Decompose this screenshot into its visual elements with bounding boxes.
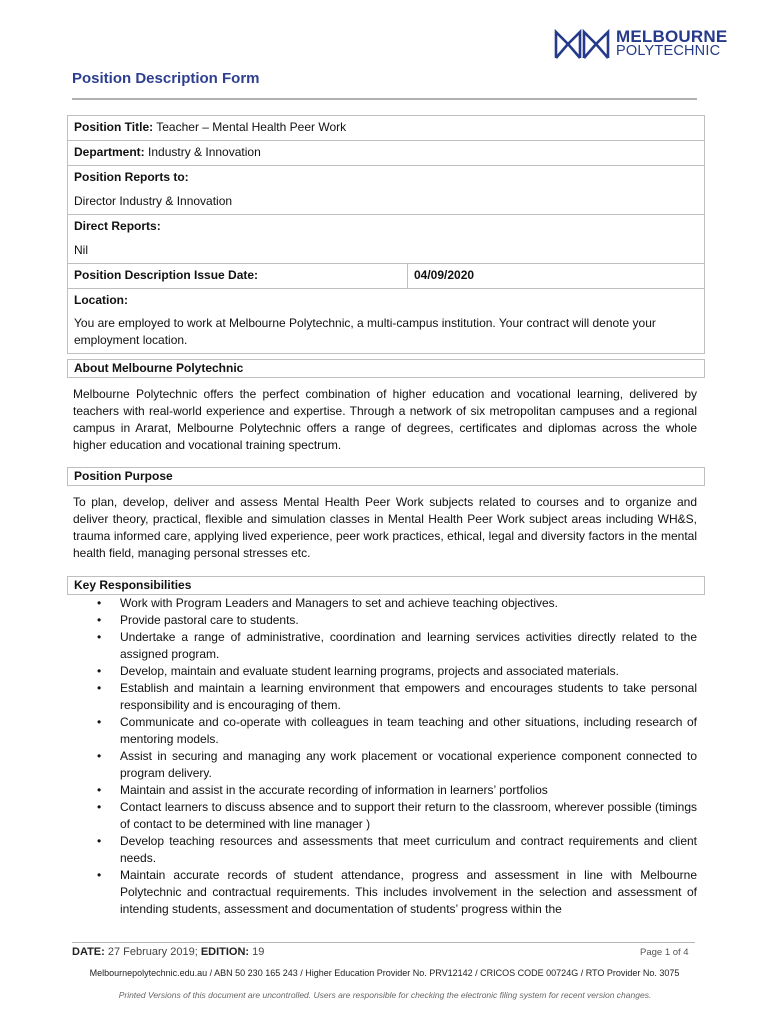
location-label: Location: — [74, 293, 128, 307]
bullet: • — [97, 749, 102, 763]
purpose-heading: Position Purpose — [67, 467, 705, 486]
list-item-text: Develop, maintain and evaluate student learning programs, projects and associated materials. — [120, 664, 619, 678]
list-item-text: Communicate and co-operate with colleagues in team teaching and other situations, including research of mentoring models. — [120, 715, 697, 746]
issue-date-label: Position Description Issue Date: — [74, 268, 259, 282]
bullet: • — [97, 681, 102, 695]
footer-divider — [72, 942, 695, 943]
list-item-text: Assist in securing and managing any work placement or vocational experience component connected to program delivery. — [120, 749, 697, 780]
row-direct-reports — [68, 215, 705, 264]
list-item — [73, 867, 697, 918]
bullet: • — [97, 613, 102, 627]
position-info-table — [67, 115, 705, 354]
list-item-text: Contact learners to discuss absence and to support their return to the classroom, wherever possible (timings of contact to be determined with line manager ) — [120, 800, 697, 831]
position-title-value: Teacher – Mental Health Peer Work — [153, 120, 347, 134]
cell-location — [68, 289, 705, 354]
list-item — [73, 833, 697, 867]
responsibilities-heading: Key Responsibilities — [67, 576, 705, 595]
bullet: • — [97, 664, 102, 678]
logo-wordmark — [616, 29, 727, 59]
list-item-text: Undertake a range of administrative, coordination and learning services activities directly related to the assigned program. — [120, 630, 697, 661]
melbourne-polytechnic-mark-icon — [554, 28, 610, 60]
bullet: • — [97, 868, 102, 882]
direct-reports-label: Direct Reports: — [74, 219, 161, 233]
page-title: Position Description Form — [72, 70, 260, 87]
date-value: 27 February 2019; — [104, 946, 201, 958]
list-item — [73, 782, 697, 799]
list-item-text: Work with Program Leaders and Managers to set and achieve teaching objectives. — [120, 596, 559, 610]
bullet: • — [97, 630, 102, 644]
reports-to-value: Director Industry & Innovation — [74, 194, 233, 208]
bullet: • — [97, 783, 102, 797]
row-reports-to — [68, 166, 705, 215]
bullet: • — [97, 800, 102, 814]
cell-reports-to — [68, 166, 705, 215]
list-item-text: Maintain and assist in the accurate recording of information in learners’ portfolios — [120, 783, 548, 797]
edition-value: 19 — [249, 946, 265, 958]
list-item-text: Establish and maintain a learning environment that empowers and encourages students to take personal responsibility and is encouraging of them. — [120, 681, 697, 712]
row-location — [68, 289, 705, 354]
department-value: Industry & Innovation — [144, 145, 261, 159]
title-divider — [72, 98, 697, 100]
bullet: • — [97, 596, 102, 610]
date-label: DATE: — [72, 946, 105, 958]
row-issue-date — [68, 264, 705, 289]
responsibilities-list — [73, 595, 697, 918]
list-item — [73, 714, 697, 748]
about-heading: About Melbourne Polytechnic — [67, 359, 705, 378]
row-department — [68, 141, 705, 166]
footer-disclaimer: Printed Versions of this document are uncontrolled. Users are responsible for checking the electronic filing system for recent version changes. — [118, 990, 652, 1000]
list-item — [73, 629, 697, 663]
list-item-text: Provide pastoral care to students. — [120, 613, 299, 627]
footer-date-edition — [72, 946, 264, 958]
position-title-label: Position Title: — [74, 120, 154, 134]
list-item — [73, 748, 697, 782]
list-item-text: Maintain accurate records of student attendance, progress and assessment in line with Melbourne Polytechnic and contractual requirements. This includes involvement in the selection and assessment of intending students, assessment and documentation of students’ progress within the — [120, 868, 697, 916]
list-item — [73, 799, 697, 833]
list-item-text: Develop teaching resources and assessments that meet curriculum and contract requirements and client needs. — [120, 834, 697, 865]
cell-direct-reports — [68, 215, 705, 264]
bullet: • — [97, 834, 102, 848]
cell-position-title — [68, 116, 705, 141]
list-item — [73, 663, 697, 680]
issue-date-value: 04/09/2020 — [414, 268, 475, 282]
page-number: Page 1 of 4 — [640, 947, 689, 958]
edition-label: EDITION: — [200, 946, 250, 958]
list-item — [73, 680, 697, 714]
cell-issue-date-label — [68, 264, 408, 289]
company-logo — [554, 28, 727, 60]
row-position-title — [68, 116, 705, 141]
cell-department — [68, 141, 705, 166]
location-value: You are employed to work at Melbourne Polytechnic, a multi-campus institution. Your contract will denote your employment location. — [74, 316, 656, 347]
direct-reports-value: Nil — [74, 243, 88, 257]
department-label: Department: — [74, 145, 145, 159]
purpose-text: To plan, develop, deliver and assess Mental Health Peer Work subjects related to courses and to organize and deliver theory, practical, flexible and simulation classes in Mental Health Peer Work subject areas including WH&S, trauma informed care, applying lived experience, peer work practices, ethical, legal and diversity factors in the mental health field, managing personal stresses etc. — [73, 495, 697, 560]
logo-line-1: MELBOURNE — [616, 27, 728, 46]
footer-abn-line: Melbournepolytechnic.edu.au / ABN 50 230 165 243 / Higher Education Provider No. PRV12142 / CRICOS CODE 00724G / RTO Provider No. 3075 — [89, 968, 680, 978]
reports-to-label: Position Reports to: — [74, 170, 189, 184]
about-text: Melbourne Polytechnic offers the perfect combination of higher education and vocational learning, delivered by teachers with real-world experience and expertise. Through a network of six metropolitan campuses and a regional campus in Ararat, Melbourne Polytechnic offers a range of degrees, certificates and diplomas across the whole higher education and vocational training spectrum. — [73, 387, 697, 452]
cell-issue-date-value — [408, 264, 705, 289]
list-item — [73, 612, 697, 629]
list-item — [73, 595, 697, 612]
bullet: • — [97, 715, 102, 729]
logo-line-2: POLYTECHNIC — [616, 43, 721, 59]
